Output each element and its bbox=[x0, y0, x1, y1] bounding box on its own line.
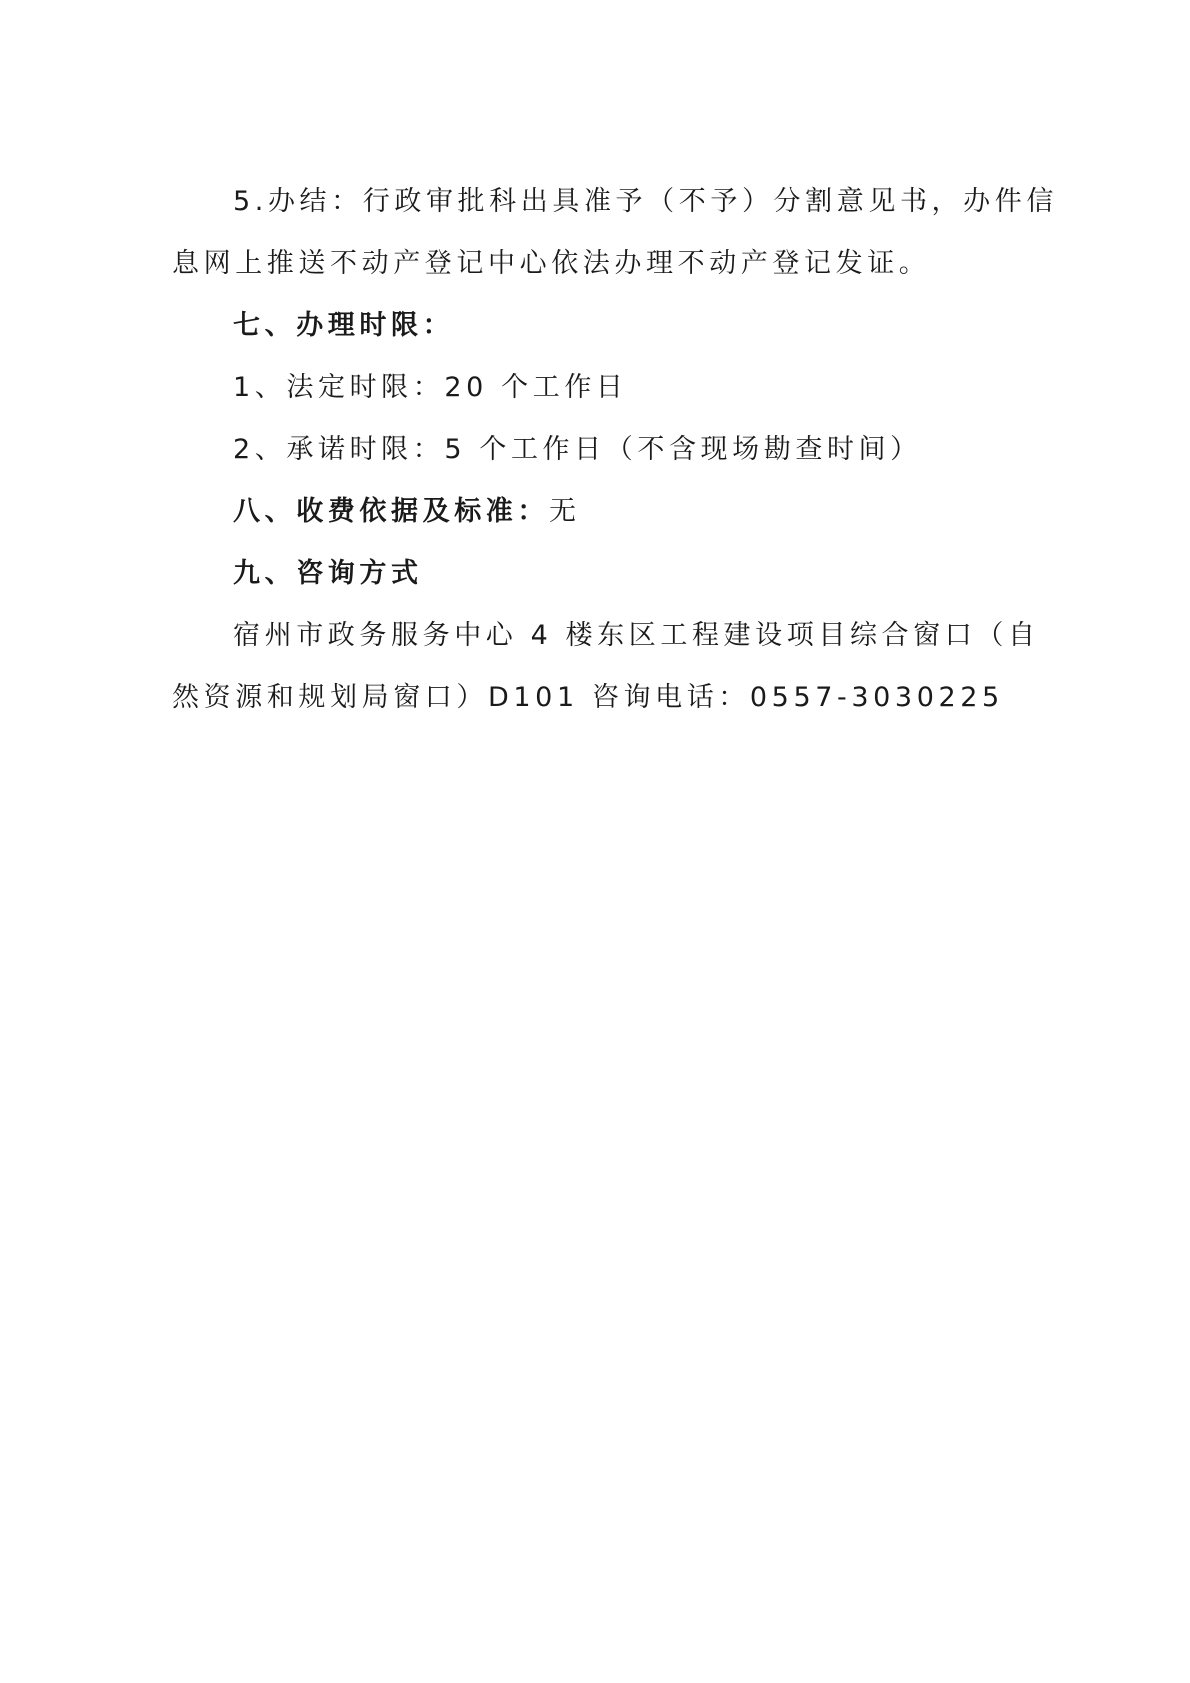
section8-value: 无 bbox=[549, 496, 581, 527]
section7-item2: 2、承诺时限：5 个工作日（不含现场勘查时间） bbox=[233, 434, 922, 465]
section7-item1: 1、法定时限：20 个工作日 bbox=[233, 372, 628, 403]
section8 bbox=[233, 492, 1053, 532]
section9-title: 九、咨询方式 bbox=[233, 558, 423, 589]
section9-line2: 然资源和规划局窗口）D101 咨询电话：0557-3030225 bbox=[172, 682, 1004, 713]
item5-line1: 5.办结：行政审批科出具准予（不予）分割意见书，办件信 bbox=[233, 186, 1058, 217]
section8-title: 八、收费依据及标准： bbox=[233, 496, 549, 527]
section9-line1: 宿州市政务服务中心 4 楼东区工程建设项目综合窗口（自 bbox=[233, 620, 1040, 651]
section7-title: 七、办理时限： bbox=[233, 310, 455, 341]
item5-line2: 息网上推送不动产登记中心依法办理不动产登记发证。 bbox=[172, 248, 931, 279]
